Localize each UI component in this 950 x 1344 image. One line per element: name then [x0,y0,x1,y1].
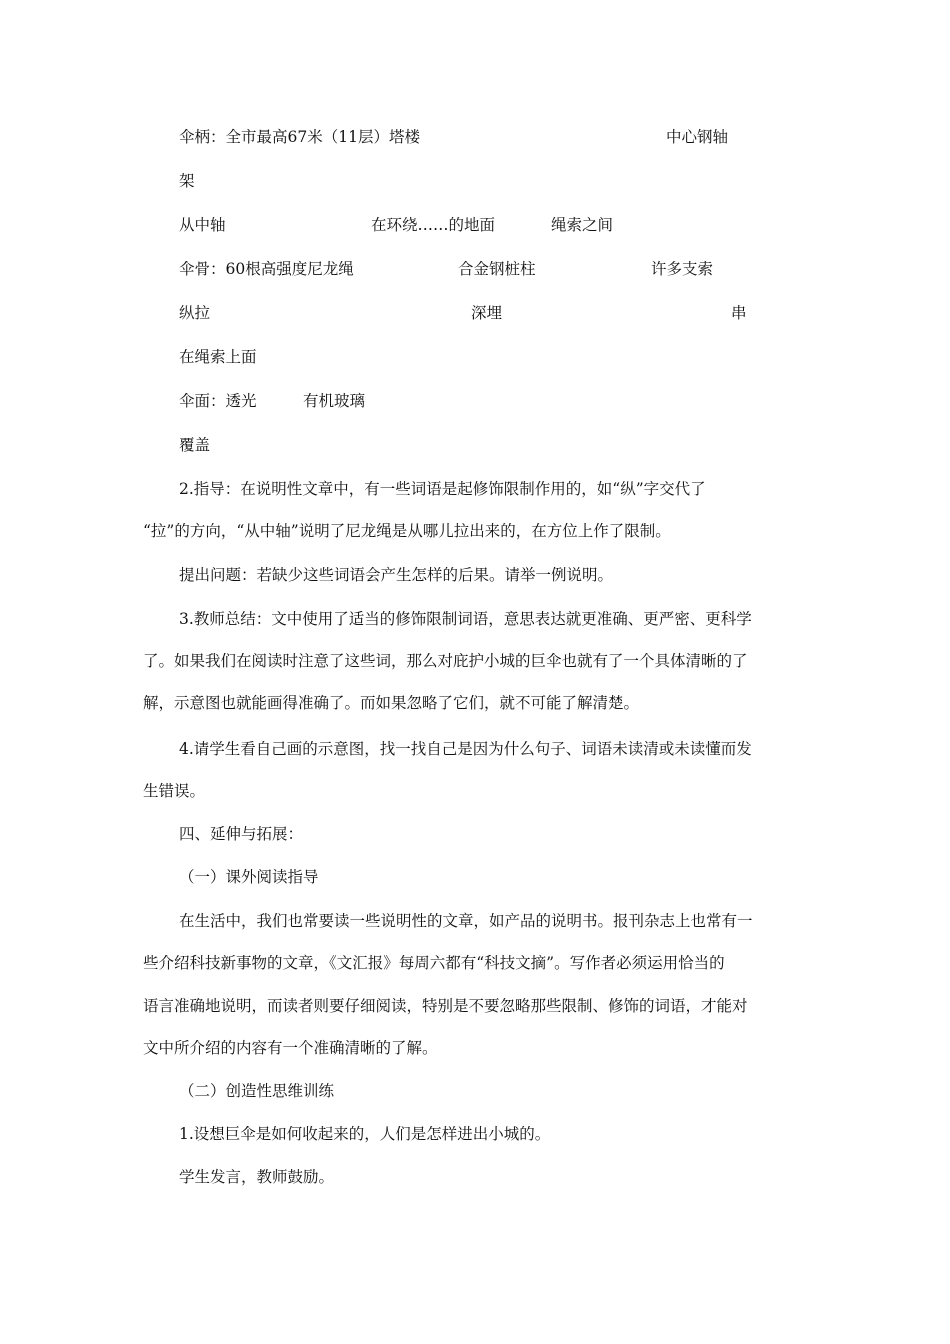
table-row7-col2: 有机玻璃 [303,392,366,410]
table-row3-col3: 绳索之间 [551,216,614,234]
paragraph-4-line-1: 4.请学生看自己画的示意图，找一找自己是因为什么句子、词语未读清或未读懂而发 [179,740,752,758]
paragraph-3-line-1: 3.教师总结：文中使用了适当的修饰限制词语，意思表达就更准确、更严密、更科学 [179,610,752,628]
table-row2-col1: 架 [179,172,195,190]
paragraph-5-line-4: 文中所介绍的内容有一个准确清晰的了解。 [143,1039,438,1057]
section-heading-4: 四、延伸与拓展： [179,825,304,843]
table-row5-col2: 深埋 [471,304,503,322]
paragraph-3-line-3: 解，示意图也就能画得准确了。而如果忽略了它们，就不可能了解清楚。 [143,694,640,712]
paragraph-5-line-2: 些介绍科技新事物的文章，《文汇报》每周六都有“科技文摘”。写作者必须运用恰当的 [143,954,725,972]
table-row5-col3: 串 [731,304,747,322]
table-row7-col1: 伞面：透光 [179,392,257,410]
table-row4-col3: 许多支索 [651,260,714,278]
table-row1-col2: 中心钢轴 [666,128,729,146]
table-row6-col1: 在绳索上面 [179,348,257,366]
table-row1-col1: 伞柄：全市最高67米（11层）塔楼 [179,128,420,146]
paragraph-5-line-3: 语言准确地说明，而读者则要仔细阅读，特别是不要忽略那些限制、修饰的词语，才能对 [143,997,748,1015]
paragraph-3-line-2: 了。如果我们在阅读时注意了这些词，那么对庇护小城的巨伞也就有了一个具体清晰的了 [143,652,748,670]
paragraph-5-line-1: 在生活中，我们也常要读一些说明性的文章，如产品的说明书。报刊杂志上也常有一 [179,912,753,930]
table-row8-col1: 覆盖 [179,436,211,454]
paragraph-2-line-2: “拉”的方向，“从中轴”说明了尼龙绳是从哪儿拉出来的，在方位上作了限制。 [143,522,671,540]
table-row4-col1: 伞骨：60根高强度尼龙绳 [179,260,354,278]
table-row4-col2: 合金钢桩柱 [458,260,536,278]
paragraph-4-line-2: 生错误。 [143,782,206,800]
question-paragraph: 提出问题：若缺少这些词语会产生怎样的后果。请举一例说明。 [179,566,614,584]
table-row5-col1: 纵拉 [179,304,211,322]
table-row3-col1: 从中轴 [179,216,226,234]
paragraph-7: 学生发言，教师鼓励。 [179,1168,335,1186]
subsection-heading-1: （一）课外阅读指导 [179,868,319,886]
subsection-heading-2: （二）创造性思维训练 [179,1082,335,1100]
paragraph-6: 1.设想巨伞是如何收起来的，人们是怎样进出小城的。 [179,1125,551,1143]
paragraph-2-line-1: 2.指导：在说明性文章中，有一些词语是起修饰限制作用的，如“纵”字交代了 [179,480,706,498]
table-row3-col2: 在环绕……的地面 [371,216,496,234]
